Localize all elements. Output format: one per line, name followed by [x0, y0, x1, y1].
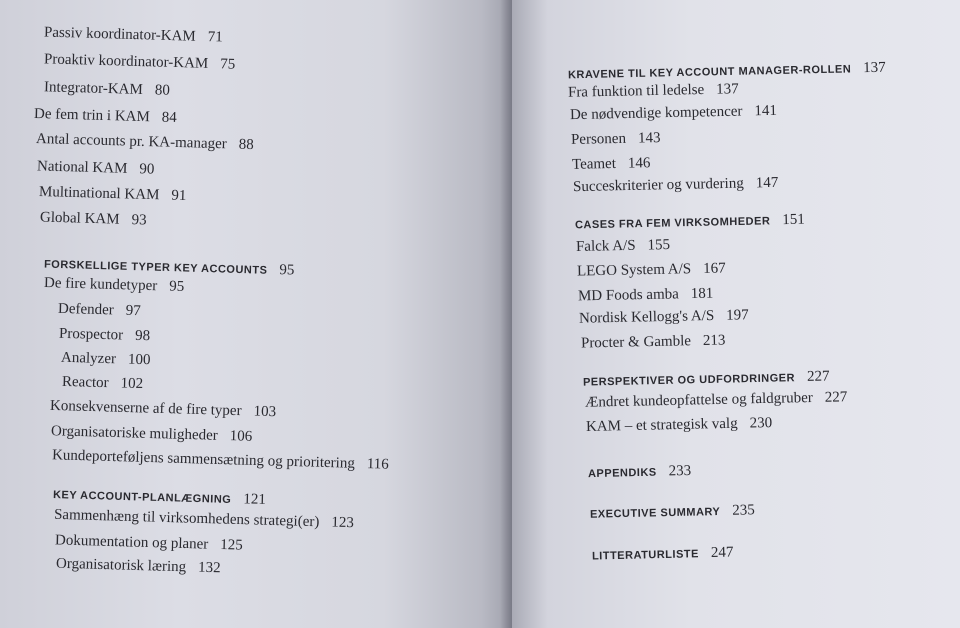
- toc-entry: [55, 531, 243, 554]
- toc-page-number: 125: [220, 536, 243, 554]
- toc-label: Procter & Gamble: [580, 333, 692, 352]
- toc-label: Dokumentation og planer: [54, 532, 209, 553]
- toc-entry: [581, 331, 726, 352]
- toc-page-number: 106: [229, 428, 253, 445]
- toc-page-number: 100: [127, 351, 151, 369]
- toc-entry: [51, 422, 253, 446]
- toc-label: De fem trin i KAM: [33, 106, 151, 126]
- toc-page-number: 247: [710, 544, 734, 561]
- toc-section-heading: [575, 211, 805, 235]
- toc-label: Integrator-KAM: [43, 79, 144, 98]
- toc-page-number: 235: [732, 502, 755, 519]
- toc-entry: [61, 349, 151, 369]
- toc-section-heading: [592, 544, 734, 566]
- toc-page-number: 88: [238, 136, 254, 154]
- toc-label: APPENDIKS: [587, 466, 657, 481]
- toc-label: Falck A/S: [575, 237, 636, 255]
- toc-page-number: 137: [863, 59, 886, 77]
- toc-label: Reactor: [61, 373, 109, 392]
- toc-page-number: 181: [690, 285, 714, 303]
- toc-entry: [570, 102, 777, 124]
- toc-label: Organisatorisk læring: [55, 555, 187, 576]
- toc-label: Sammenhæng til virksomhedens strategi(er): [53, 506, 320, 531]
- toc-label: Organisatoriske muligheder: [50, 423, 218, 444]
- toc-section-heading: [583, 367, 830, 391]
- toc-label: Passiv koordinator-KAM: [43, 24, 196, 45]
- toc-page-number: 93: [131, 212, 147, 229]
- toc-label: LITTERATURLISTE: [591, 548, 700, 563]
- toc-page-number: 71: [207, 29, 223, 46]
- toc-page-number: 97: [125, 302, 142, 320]
- toc-entry: [44, 24, 223, 47]
- toc-label: EXECUTIVE SUMMARY: [589, 505, 721, 521]
- toc-page-number: 146: [627, 155, 651, 172]
- toc-entry: [36, 130, 254, 154]
- toc-page-number: 116: [366, 456, 389, 473]
- toc-page-number: 132: [197, 559, 221, 577]
- toc-page-number: 103: [253, 403, 277, 421]
- toc-page-number: 95: [169, 278, 185, 295]
- toc-label: Multinational KAM: [38, 183, 160, 204]
- toc-page-number: 230: [749, 415, 773, 432]
- toc-label: KRAVENE TIL KEY ACCOUNT MANAGER-ROLLEN: [567, 63, 852, 82]
- toc-entry: [578, 285, 714, 306]
- toc-label: Prospector: [58, 325, 124, 344]
- toc-page-number: 102: [120, 375, 144, 393]
- toc-label: FORSKELLIGE TYPER KEY ACCOUNTS: [43, 258, 268, 277]
- toc-label: CASES FRA FEM VIRKSOMHEDER: [574, 215, 771, 232]
- toc-entry: [54, 506, 354, 532]
- toc-label: Kundeporteføljens sammensætning og prioritering: [51, 447, 356, 472]
- toc-page-number: 227: [824, 389, 848, 406]
- toc-label: Defender: [57, 300, 115, 319]
- toc-entry: [59, 325, 151, 346]
- toc-page-number: 141: [754, 102, 778, 120]
- toc-entry: [573, 174, 779, 196]
- toc-entry: [44, 78, 170, 100]
- toc-label: Teamet: [571, 155, 617, 173]
- toc-page-number: 151: [782, 211, 805, 229]
- toc-page-number: 75: [220, 56, 236, 73]
- toc-page-number: 90: [139, 161, 155, 178]
- toc-entry: [576, 236, 670, 256]
- toc-label: National KAM: [36, 158, 128, 177]
- toc-page-number: 91: [171, 187, 187, 205]
- toc-label: Proaktiv koordinator-KAM: [43, 51, 209, 72]
- toc-label: LEGO System A/S: [576, 261, 692, 280]
- toc-page-number: 233: [668, 462, 692, 480]
- toc-label: Global KAM: [39, 209, 120, 228]
- toc-entry: [34, 105, 177, 127]
- toc-label: Antal accounts pr. KA-manager: [35, 130, 227, 153]
- toc-page-number: 197: [726, 307, 749, 324]
- toc-entry: [579, 306, 749, 328]
- toc-label: Ændret kundeopfattelse og faldgruber: [584, 389, 813, 411]
- toc-page-number: 227: [806, 368, 830, 385]
- toc-label: Fra funktion til ledelse: [567, 81, 705, 101]
- toc-label: Nordisk Kellogg's A/S: [578, 307, 715, 327]
- toc-page-number: 123: [331, 514, 355, 532]
- toc-page-number: 121: [243, 491, 267, 508]
- toc-label: PERSPEKTIVER OG UDFORDRINGER: [582, 372, 796, 389]
- toc-page-number: 147: [755, 174, 779, 192]
- toc-label: De fire kundetyper: [43, 275, 158, 295]
- toc-entry: [40, 209, 147, 230]
- right-page: [512, 0, 960, 628]
- toc-entry: [39, 183, 187, 205]
- toc-label: KAM – et strategisk valg: [585, 415, 738, 435]
- toc-page-number: 84: [161, 109, 178, 126]
- toc-label: Analyzer: [60, 349, 117, 368]
- toc-label: Succeskriterier og vurdering: [572, 175, 744, 196]
- toc-page-number: 167: [703, 260, 726, 277]
- toc-page-number: 80: [154, 82, 171, 99]
- toc-section-heading: [590, 501, 755, 523]
- toc-page-number: 155: [647, 237, 671, 254]
- toc-page-number: 98: [134, 327, 151, 345]
- toc-entry: [586, 414, 772, 436]
- toc-entry: [44, 50, 236, 73]
- toc-entry: [37, 157, 155, 178]
- toc-entry: [44, 274, 185, 296]
- toc-label: Konsekvenserne af de fire typer: [49, 397, 242, 420]
- toc-entry: [568, 80, 739, 102]
- toc-entry: [62, 373, 144, 393]
- toc-label: De nødvendige kompetencer: [569, 103, 743, 124]
- toc-page-number: 213: [702, 332, 726, 349]
- toc-page-number: 95: [279, 262, 295, 279]
- toc-entry: [52, 446, 389, 473]
- toc-entry: [58, 300, 141, 320]
- toc-page-number: 137: [716, 81, 739, 98]
- toc-label: KEY ACCOUNT-PLANLÆGNING: [52, 489, 232, 507]
- toc-entry: [572, 154, 651, 174]
- toc-entry: [585, 388, 848, 411]
- toc-label: MD Foods amba: [577, 286, 680, 305]
- toc-entry: [50, 397, 277, 421]
- toc-entry: [571, 129, 661, 149]
- toc-page-number: 143: [637, 130, 661, 147]
- toc-entry: [56, 555, 221, 578]
- toc-entry: [577, 259, 726, 280]
- toc-section-heading: [588, 462, 692, 483]
- toc-label: Personen: [570, 130, 627, 148]
